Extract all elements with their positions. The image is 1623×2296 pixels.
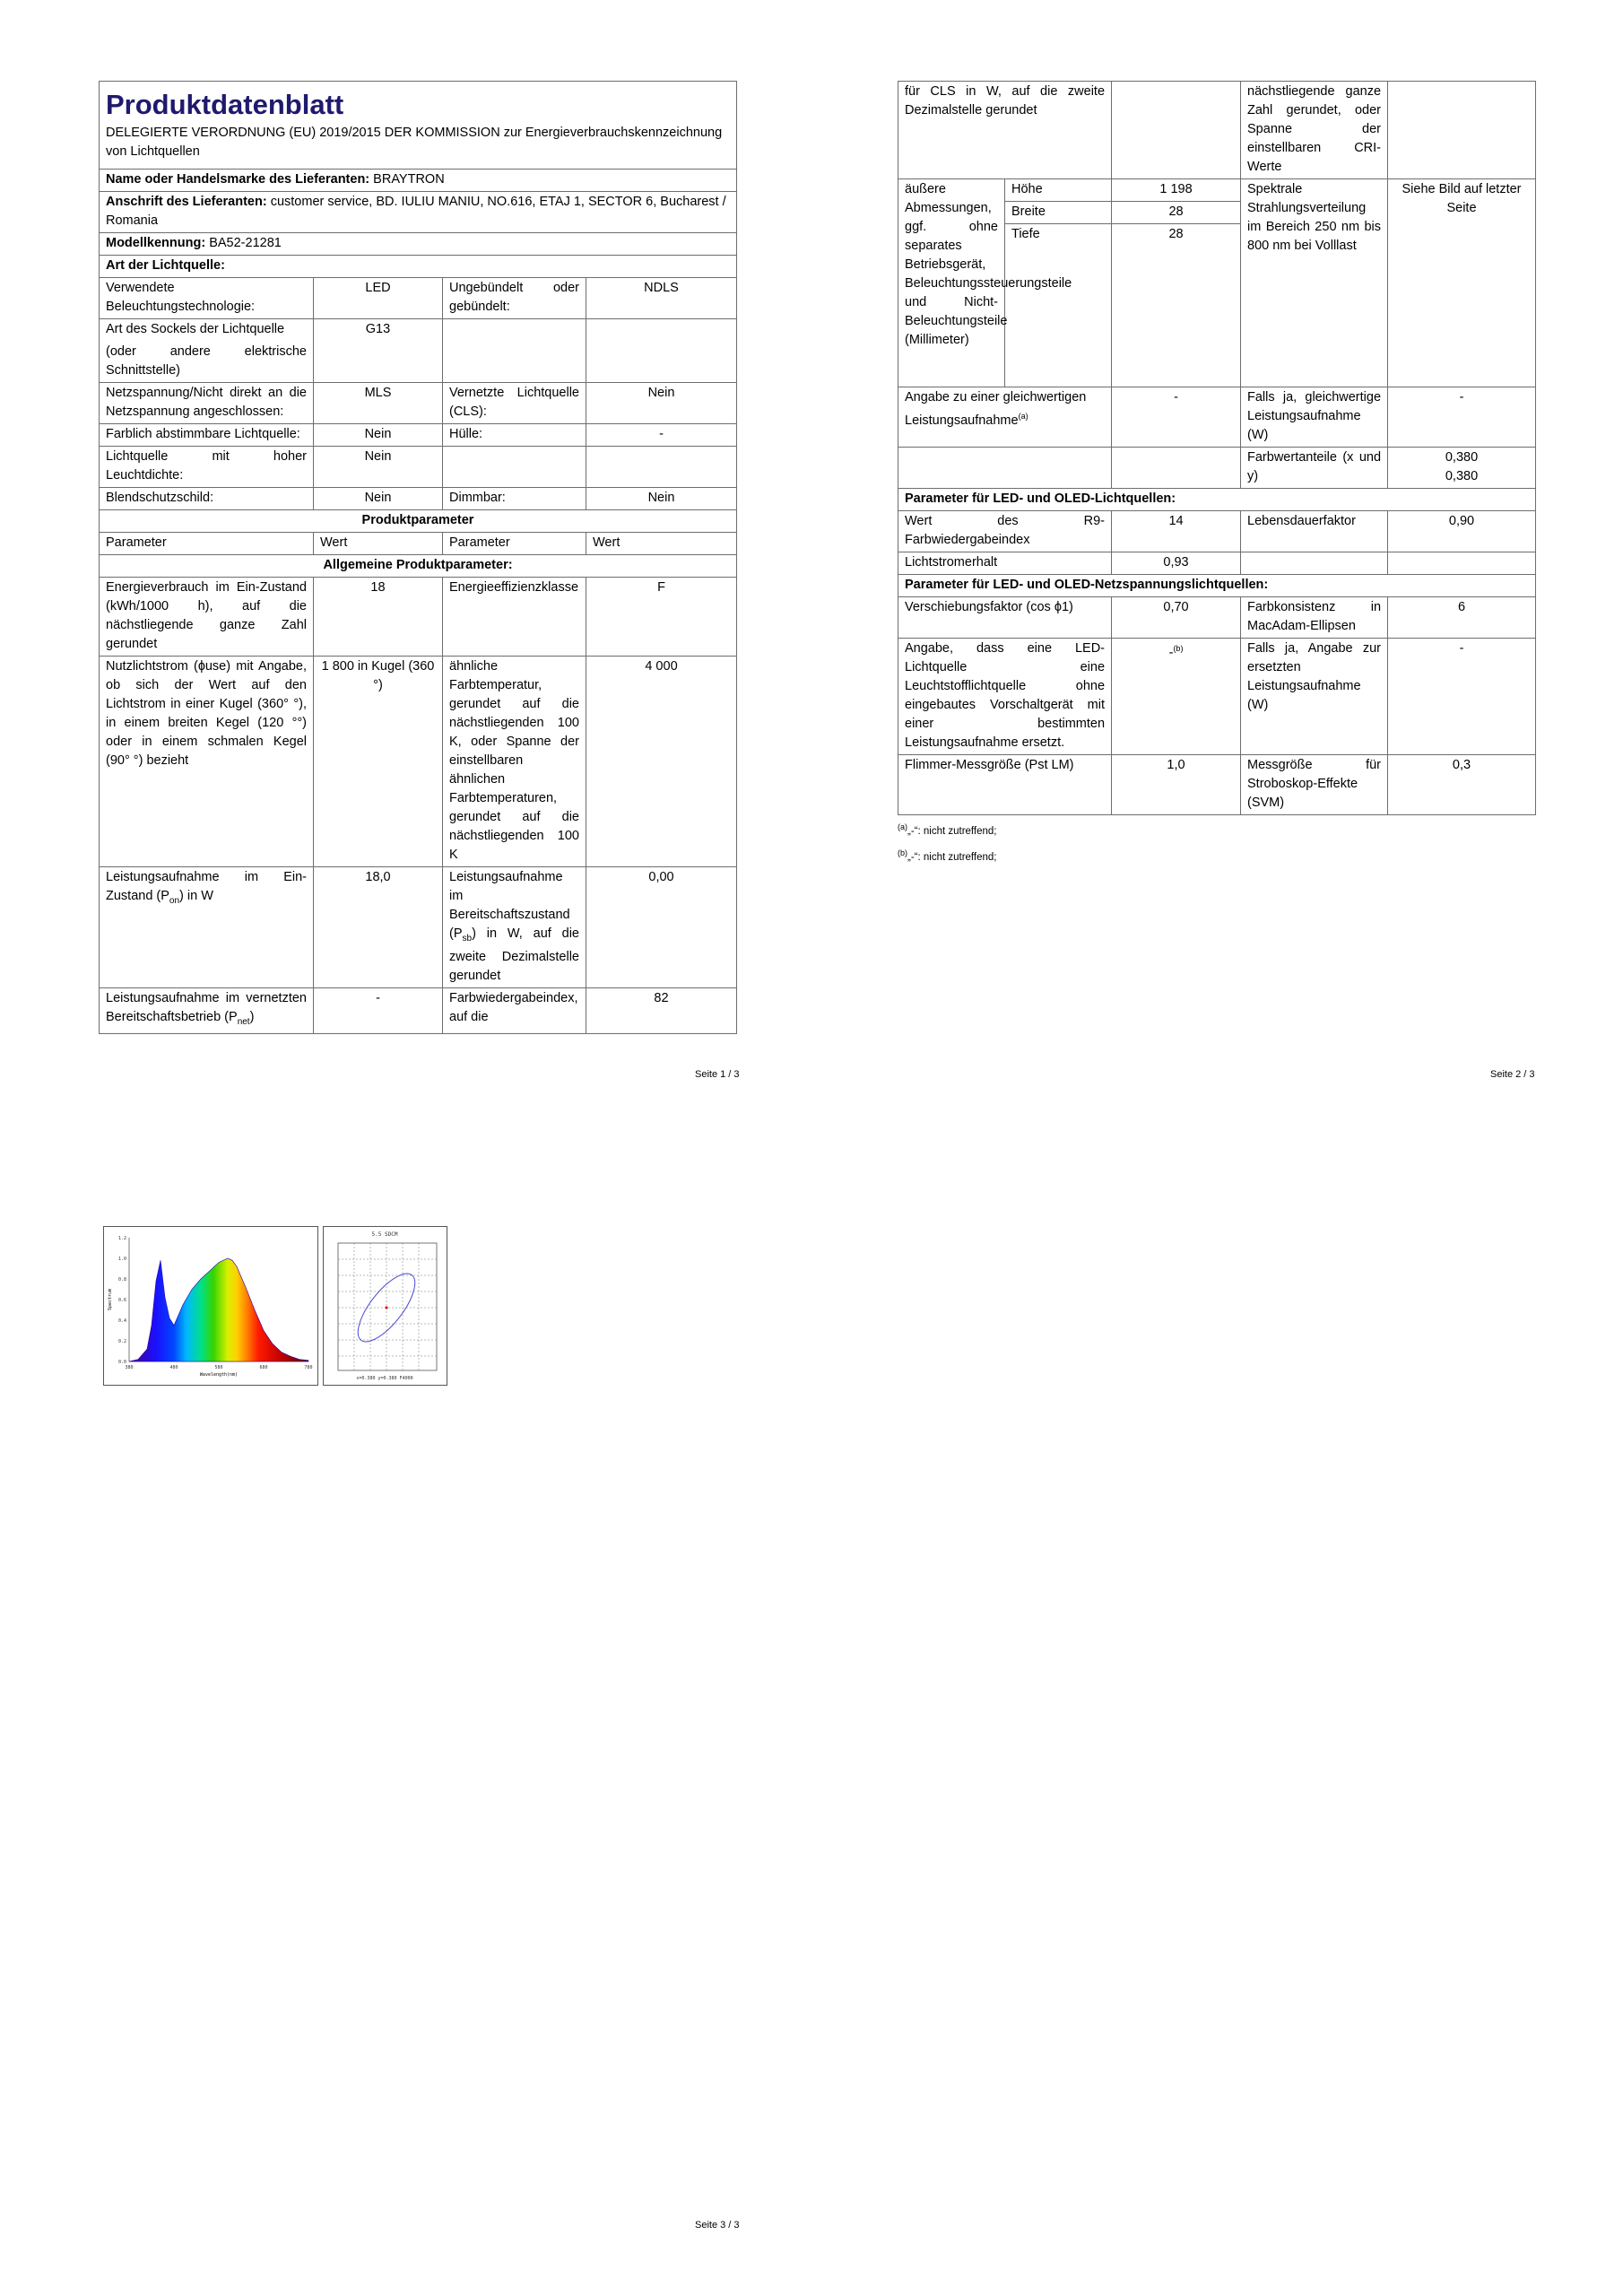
- cri-value: 82: [586, 987, 737, 1033]
- footnote-a-text: „-“: nicht zutreffend;: [907, 825, 997, 837]
- supplier-name-row: [100, 170, 737, 192]
- model-label: Modellkennung:: [106, 236, 206, 250]
- footnote-ref-a: (a): [1018, 412, 1028, 421]
- dimmable-label: Dimmbar:: [443, 488, 586, 510]
- width-label: Breite: [1005, 202, 1112, 224]
- equivalent-power-value: -: [1112, 387, 1241, 448]
- directional-label: Ungebündelt oder gebündelt:: [443, 278, 586, 319]
- cap-type-label-line2: (oder andere elektrische Schnittstelle): [106, 344, 307, 378]
- on-mode-power-sub: on: [169, 895, 180, 906]
- lumen-maintenance-value: 0,93: [1112, 552, 1241, 575]
- spectrum-y-label: Spectrum: [108, 1288, 113, 1311]
- anti-glare-label: Blendschutzschild:: [100, 488, 314, 510]
- width-value: 28: [1112, 202, 1241, 224]
- directional-value: NDLS: [586, 278, 737, 319]
- spectrum-y-tick: 0.4: [117, 1318, 126, 1324]
- supplier-address-label: Anschrift des Lieferanten:: [106, 195, 267, 209]
- product-sheet-table-2: [898, 81, 1536, 815]
- page-number-3: Seite 3 / 3: [695, 2220, 740, 2231]
- supplier-address-value: customer service, BD. IULIU MANIU, NO.616, ETAJ 1, SECTOR 6, Bucharest / Romania: [106, 195, 726, 228]
- on-mode-power-value: 18,0: [314, 867, 443, 988]
- spectrum-area: [129, 1258, 308, 1361]
- cap-type-label: [100, 319, 314, 383]
- product-parameters-heading: Produktparameter: [100, 510, 737, 533]
- luminous-flux-value: 1 800 in Kugel (360 °): [314, 657, 443, 867]
- chromaticity-point: [386, 1307, 388, 1309]
- standby-power-value: 0,00: [586, 867, 737, 988]
- cap-type-value: G13: [314, 319, 443, 383]
- col-header-parameter: Parameter: [100, 533, 314, 555]
- supplier-name-label: Name oder Handelsmarke des Lieferanten:: [106, 172, 370, 187]
- dimmable-value: Nein: [586, 488, 737, 510]
- spectrum-y-tick: 1.0: [117, 1257, 126, 1262]
- footnote-a-mark: (a): [898, 822, 907, 831]
- energy-consumption-value: 18: [314, 578, 443, 657]
- col-header-value: Wert: [314, 533, 443, 555]
- survival-factor-value: 0,90: [1388, 511, 1536, 552]
- depth-value: 28: [1112, 224, 1241, 387]
- mains-led-parameters-heading: Parameter für LED- und OLED-Netzspannungslichtquellen:: [898, 575, 1536, 597]
- standby-power-text: Leistungsaufnahme im Bereitschaftszustand (P: [449, 870, 570, 941]
- spectrum-x-label: Wavelength(nm): [199, 1372, 239, 1378]
- page-2: [898, 81, 1536, 869]
- spectrum-y-tick: 0.6: [117, 1298, 126, 1303]
- spectrum-y-tick: 1.2: [117, 1236, 126, 1241]
- model-value: BA52-21281: [209, 236, 282, 250]
- empty-cell: [586, 447, 737, 488]
- replaced-power-value: -: [1388, 639, 1536, 755]
- cri-label: Farbwiedergabeindex, auf die: [443, 987, 586, 1033]
- stroboscopic-value: 0,3: [1388, 755, 1536, 815]
- mains-label: Netzspannung/Nicht direkt an die Netzspannung angeschlossen:: [100, 383, 314, 424]
- lumen-maintenance-label: Lichtstromerhalt: [898, 552, 1112, 575]
- energy-class-value: F: [586, 578, 737, 657]
- empty-cell: [1112, 82, 1241, 179]
- equivalent-power-yes-label: Falls ja, gleichwertige Leistungsaufnahme (W): [1241, 387, 1388, 448]
- spectrum-y-tick: 0.0: [117, 1360, 126, 1365]
- on-mode-power-text: Leistungsaufnahme im Ein-Zustand (P: [106, 870, 307, 903]
- empty-cell: [443, 319, 586, 383]
- height-value: 1 198: [1112, 179, 1241, 202]
- empty-cell: [1388, 82, 1536, 179]
- cls-standby-continued: für CLS in W, auf die zweite Dezimalstelle gerundet: [898, 82, 1112, 179]
- general-parameters-heading: Allgemeine Produktparameter:: [100, 555, 737, 578]
- equivalent-power-text: Angabe zu einer gleichwertigen Leistungsaufnahme: [905, 390, 1087, 428]
- chromaticity-values: [1388, 448, 1536, 489]
- networked-standby-sub: net: [237, 1016, 250, 1027]
- replacement-dash: -: [1168, 645, 1174, 660]
- spectrum-x-tick: 380: [125, 1365, 134, 1370]
- cls-value: Nein: [586, 383, 737, 424]
- stroboscopic-label: Messgröße für Stroboskop-Effekte (SVM): [1241, 755, 1388, 815]
- networked-standby-label: [100, 987, 314, 1033]
- footnote-a: [898, 815, 1536, 843]
- empty-cell: [1388, 552, 1536, 575]
- colour-consistency-label: Farbkonsistenz in MacAdam-Ellipsen: [1241, 597, 1388, 639]
- title-cell: [100, 82, 737, 170]
- on-mode-power-text-2: ) in W: [179, 889, 213, 903]
- cie-chromaticity-image: [323, 1226, 447, 1386]
- replacement-value: [1112, 639, 1241, 755]
- r9-value: 14: [1112, 511, 1241, 552]
- cct-value: 4 000: [586, 657, 737, 867]
- regulation-subtitle: DELEGIERTE VERORDNUNG (EU) 2019/2015 DER KOMMISSION zur Energieverbrauchskennzeichnung von Lichtquellen: [106, 126, 723, 159]
- r9-label: Wert des R9-Farbwiedergabeindex: [898, 511, 1112, 552]
- empty-cell: [443, 447, 586, 488]
- model-row: [100, 233, 737, 256]
- height-label: Höhe: [1005, 179, 1112, 202]
- page-number-1: Seite 1 / 3: [695, 1069, 740, 1080]
- standby-power-text-2: ) in W, auf die zweite Dezimalstelle gerundet: [449, 926, 579, 983]
- networked-standby-text: Leistungsaufnahme im vernetzten Bereitschaftsbetrieb (P: [106, 990, 307, 1024]
- led-parameters-heading: Parameter für LED- und OLED-Lichtquellen:: [898, 489, 1536, 511]
- spectral-distribution-value: Siehe Bild auf letzter Seite: [1388, 179, 1536, 387]
- footnote-b-text: „-“: nicht zutreffend;: [907, 851, 997, 863]
- dimensions-label: äußere Abmessungen, ggf. ohne separates Betriebsgerät, Beleuchtungssteuerungsteile und Nicht-Beleuchtungsteile (Millimeter): [898, 179, 1005, 387]
- footnote-ref-b: (b): [1173, 644, 1184, 653]
- product-sheet-table-1: [99, 81, 737, 1034]
- spectral-distribution-image: [103, 1226, 318, 1386]
- depth-label: Tiefe: [1005, 224, 1112, 387]
- high-luminance-value: Nein: [314, 447, 443, 488]
- col-header-parameter: Parameter: [443, 533, 586, 555]
- spectrum-y-tick: 0.8: [117, 1277, 126, 1283]
- high-luminance-label: Lichtquelle mit hoher Leuchtdichte:: [100, 447, 314, 488]
- replacement-label: Angabe, dass eine LED-Lichtquelle eine Leuchtstofflichtquelle ohne eingebautes Vorschaltgerät mit einer bestimmten Leistungsaufnahme ersetzt.: [898, 639, 1112, 755]
- cie-chromaticity-chart: [324, 1227, 447, 1385]
- cls-label: Vernetzte Lichtquelle (CLS):: [443, 383, 586, 424]
- power-factor-label: Verschiebungsfaktor (cos ϕ1): [898, 597, 1112, 639]
- envelope-value: -: [586, 424, 737, 447]
- page-title: Produktdatenblatt: [106, 89, 344, 120]
- anti-glare-value: Nein: [314, 488, 443, 510]
- empty-cell: [1241, 552, 1388, 575]
- networked-standby-value: -: [314, 987, 443, 1033]
- replaced-power-label: Falls ja, Angabe zur ersetzten Leistungsaufnahme (W): [1241, 639, 1388, 755]
- spectral-distribution-label: Spektrale Strahlungsverteilung im Bereich 250 nm bis 800 nm bei Volllast: [1241, 179, 1388, 387]
- footnote-b: [898, 841, 1536, 869]
- equivalent-power-label: [898, 387, 1112, 448]
- empty-cell: [898, 448, 1112, 489]
- standby-power-label: [443, 867, 586, 988]
- empty-cell: [586, 319, 737, 383]
- survival-factor-label: Lebensdauerfaktor: [1241, 511, 1388, 552]
- page-1: [99, 81, 737, 1034]
- spectrum-x-tick: 580: [214, 1365, 223, 1370]
- flicker-value: 1,0: [1112, 755, 1241, 815]
- footnote-b-mark: (b): [898, 848, 907, 857]
- page-number-2: Seite 2 / 3: [1490, 1069, 1535, 1080]
- spectrum-x-tick: 680: [259, 1365, 268, 1370]
- lighting-technology-value: LED: [314, 278, 443, 319]
- colour-consistency-value: 6: [1388, 597, 1536, 639]
- energy-consumption-label: Energieverbrauch im Ein-Zustand (kWh/1000 h), auf die nächstliegende ganze Zahl gerundet: [100, 578, 314, 657]
- chromaticity-y: 0,380: [1445, 469, 1479, 483]
- empty-cell: [1112, 448, 1241, 489]
- chromaticity-label: Farbwertanteile (x und y): [1241, 448, 1388, 489]
- power-factor-value: 0,70: [1112, 597, 1241, 639]
- energy-class-label: Energieeffizienzklasse: [443, 578, 586, 657]
- cie-title: 5.5 SDCM: [371, 1231, 398, 1238]
- envelope-label: Hülle:: [443, 424, 586, 447]
- spectrum-x-tick: 780: [304, 1365, 313, 1370]
- cct-label: ähnliche Farbtemperatur, gerundet auf die nächstliegenden 100 K, oder Spanne der einstellbaren ähnlichen Farbtemperaturen, gerundet auf die nächstliegenden 100 K: [443, 657, 586, 867]
- lighting-technology-label: Verwendete Beleuchtungstechnologie:: [100, 278, 314, 319]
- on-mode-power-label: [100, 867, 314, 988]
- col-header-value: Wert: [586, 533, 737, 555]
- equivalent-power-yes-value: -: [1388, 387, 1536, 448]
- cap-type-label-line1: Art des Sockels der Lichtquelle: [106, 322, 285, 336]
- tunable-value: Nein: [314, 424, 443, 447]
- standby-power-sub: sb: [462, 933, 473, 944]
- spectrum-x-tick: 480: [169, 1365, 178, 1370]
- spectrum-y-tick: 0.2: [117, 1339, 126, 1344]
- light-source-type-heading: Art der Lichtquelle:: [100, 256, 737, 278]
- spectral-distribution-chart: [104, 1227, 317, 1385]
- supplier-name-value: BRAYTRON: [373, 172, 445, 187]
- networked-standby-text-2: ): [249, 1009, 255, 1024]
- cie-readout: x=0.380 y=0.380 F4000: [356, 1376, 413, 1381]
- chromaticity-x: 0,380: [1445, 450, 1479, 465]
- tunable-label: Farblich abstimmbare Lichtquelle:: [100, 424, 314, 447]
- mains-value: MLS: [314, 383, 443, 424]
- flicker-label: Flimmer-Messgröße (Pst LM): [898, 755, 1112, 815]
- supplier-address-row: [100, 192, 737, 233]
- cri-continued: nächstliegende ganze Zahl gerundet, oder Spanne der einstellbaren CRI-Werte: [1241, 82, 1388, 179]
- luminous-flux-label: Nutzlichtstrom (ɸuse) mit Angabe, ob sich der Wert auf den Lichtstrom in einer Kugel (360° °), in einem breiten Kegel (120 °°) oder in einem schmalen Kegel (90° °) bezieht: [100, 657, 314, 867]
